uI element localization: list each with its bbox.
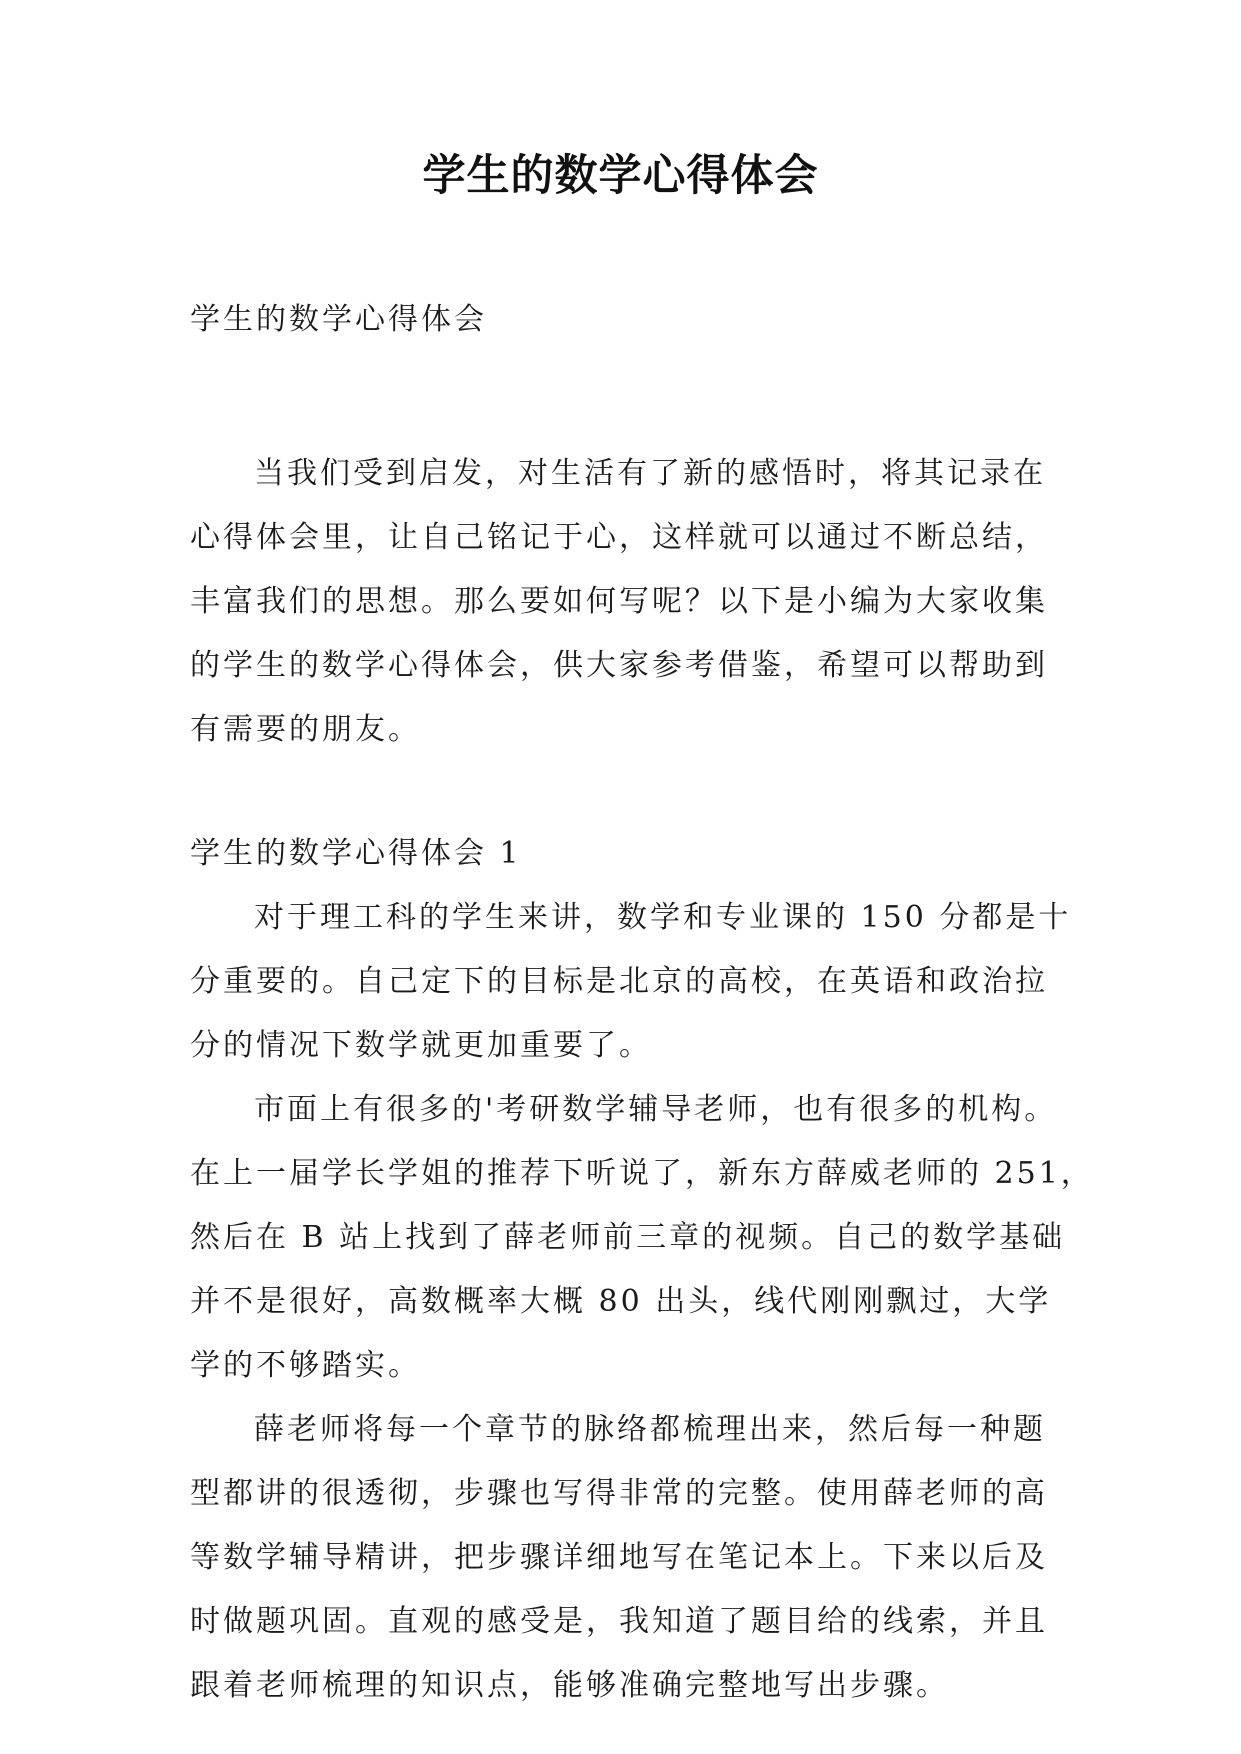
spacer bbox=[190, 762, 1060, 822]
paragraph-line: 分的情况下数学就更加重要了。 bbox=[190, 1028, 652, 1063]
document-subtitle: 学生的数学心得体会 bbox=[190, 302, 487, 337]
document-title: 学生的数学心得体会 bbox=[422, 151, 819, 201]
paragraph-line: 分重要的。自己定下的目标是北京的高校，在英语和政治拉 bbox=[190, 964, 1048, 999]
paragraph-line: 跟着老师梳理的知识点，能够准确完整地写出步骤。 bbox=[190, 1668, 949, 1703]
paragraph-line: 在上一届学长学姐的推荐下听说了，新东方薛威老师的 251， bbox=[190, 1156, 1094, 1191]
paragraph-line: 市面上有很多的'考研数学辅导老师，也有很多的机构。 bbox=[254, 1092, 1058, 1127]
paragraph-line: 有需要的朋友。 bbox=[190, 712, 421, 747]
intro-paragraph bbox=[190, 442, 1060, 762]
paragraph-line: 当我们受到启发，对生活有了新的感悟时，将其记录在 bbox=[254, 456, 1046, 491]
paragraph-line: 学的不够踏实。 bbox=[190, 1348, 421, 1383]
paragraph-line: 心得体会里，让自己铭记于心，这样就可以通过不断总结， bbox=[190, 520, 1048, 555]
spacer bbox=[190, 352, 1060, 442]
document-body bbox=[190, 288, 1094, 1718]
paragraph-line: 并不是很好，高数概率大概 80 出头，线代刚刚飘过，大学 bbox=[190, 1284, 1052, 1319]
paragraph-line: 时做题巩固。直观的感受是，我知道了题目给的线索，并且 bbox=[190, 1604, 1048, 1639]
paragraph-line: 然后在 B 站上找到了薛老师前三章的视频。自己的数学基础 bbox=[190, 1220, 1066, 1255]
section1-paragraph-2 bbox=[190, 1078, 1094, 1398]
paragraph-line: 型都讲的很透彻，步骤也写得非常的完整。使用薛老师的高 bbox=[190, 1476, 1048, 1511]
section1-paragraph-1 bbox=[190, 886, 1072, 1078]
paragraph-line: 对于理工科的学生来讲，数学和专业课的 150 分都是十 bbox=[254, 900, 1072, 935]
paragraph-line: 薛老师将每一个章节的脉络都梳理出来，然后每一种题 bbox=[254, 1412, 1046, 1447]
section1-paragraph-3 bbox=[190, 1398, 1060, 1718]
paragraph-line: 等数学辅导精讲，把步骤详细地写在笔记本上。下来以后及 bbox=[190, 1540, 1048, 1575]
paragraph-line: 的学生的数学心得体会，供大家参考借鉴，希望可以帮助到 bbox=[190, 648, 1048, 683]
section-heading: 学生的数学心得体会 1 bbox=[190, 836, 522, 871]
paragraph-line: 丰富我们的思想。那么要如何写呢？以下是小编为大家收集 bbox=[190, 584, 1048, 619]
